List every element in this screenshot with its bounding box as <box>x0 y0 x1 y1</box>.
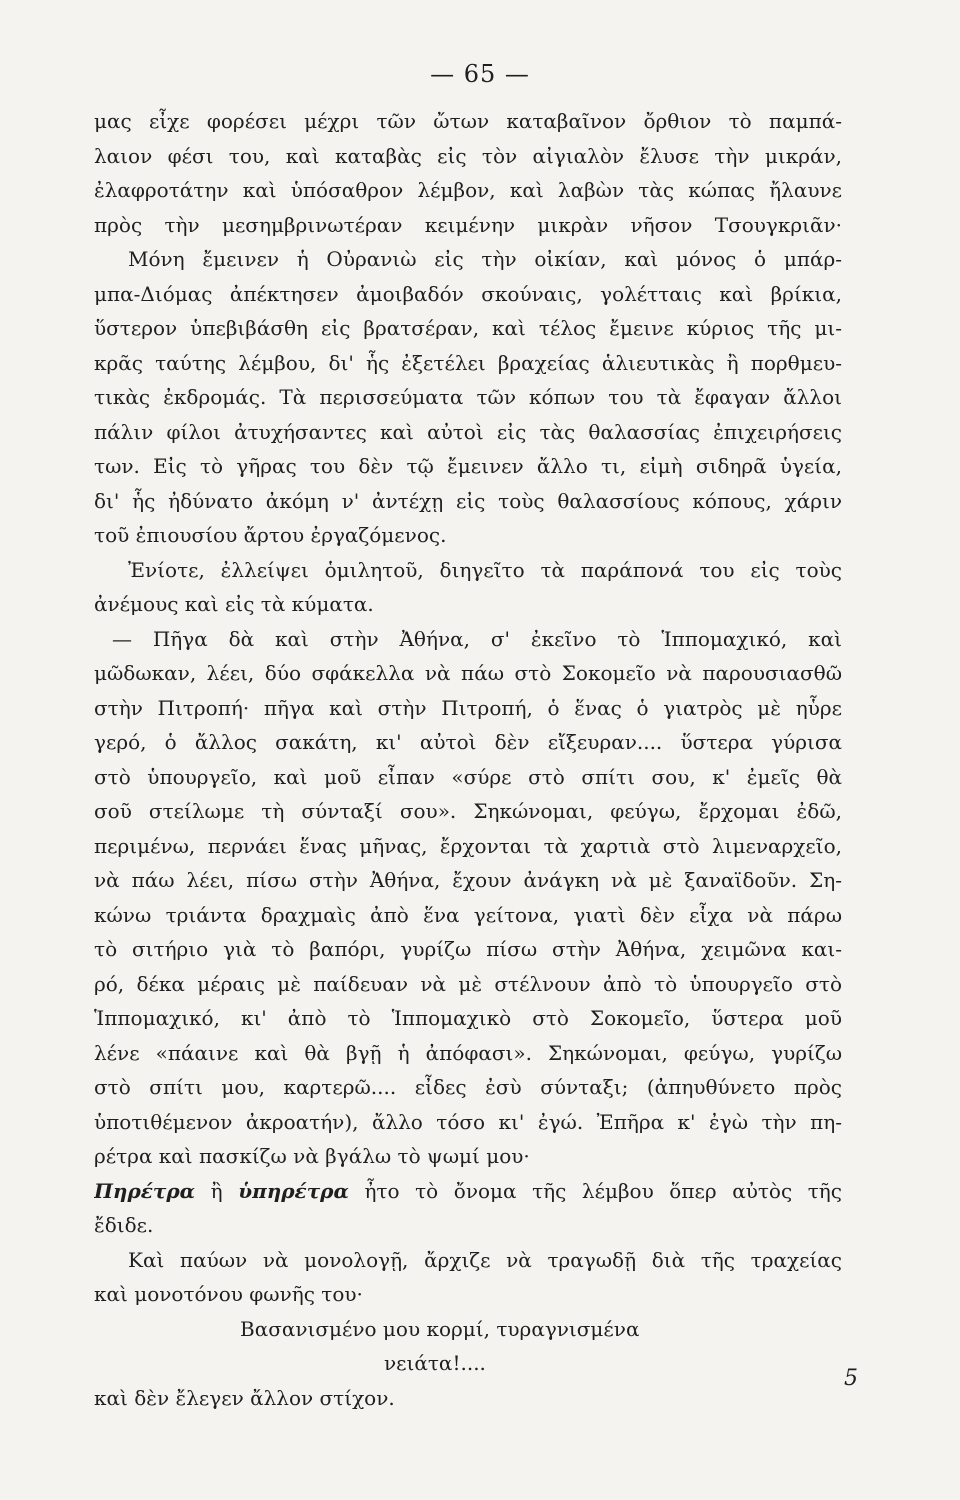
dialog-line: ρό, δέκα μέραις μὲ παίδευαν νὰ μὲ στέλνουν ἀπὸ τὸ ὑπουργεῖο στὸ <box>94 971 842 996</box>
dialog-line: — Πῆγα δὰ καὶ στὴν Ἀθήνα, σ' ἐκεῖνο τὸ Ἱππομαχικό, καὶ <box>112 626 842 651</box>
dialog-line: ρέτρα καὶ πασκίζω νὰ βγάλω τὸ ψωμί μου· <box>94 1144 530 1168</box>
text-line: Πηρέτρα ἢ ὑπηρέτρα ἦτο τὸ ὄνομα τῆς λέμβου ὅπερ αὐτὸς τῆς <box>94 1178 842 1203</box>
page-number: — 65 — <box>430 60 530 88</box>
dialog-line: νὰ πάω λέει, πίσω στὴν Ἀθήνα, ἔχουν ἀνάγκη νὰ μὲ ξαναϊδοῦν. Ση- <box>94 868 842 892</box>
text-line: μπα-Διόμας ἀπέκτησεν ἀμοιβαδόν σκούναις, γολέτταις καὶ βρίκια, <box>94 281 842 306</box>
text-line: Καὶ παύων νὰ μονολογῇ, ἄρχιζε νὰ τραγωδῇ διὰ τῆς τραχείας <box>128 1247 842 1272</box>
text-line-rest: ἦτο τὸ ὄνομα τῆς λέμβου ὅπερ αὐτὸς τῆς <box>364 1178 842 1203</box>
dialog-line: στὸ σπίτι μου, καρτερῶ.... εἶδες ἐσὺ σύνταξι; (ἀπηυθύνετο πρὸς <box>94 1075 842 1099</box>
text-line: καὶ δὲν ἔλεγεν ἄλλον στίχον. <box>94 1385 395 1410</box>
boat-name-word: Πηρέτρα <box>94 1178 196 1203</box>
dialog-line: περιμένω, περνάει ἕνας μῆνας, ἔρχονται τὰ χαρτιὰ στὸ λιμεναρχεῖο, <box>94 833 842 858</box>
text-line: ὕστερον ὑπεβιβάσθη εἰς βρατσέραν, καὶ τέλος ἔμεινε κύριος τῆς μι- <box>94 316 842 340</box>
boat-name-word-correct: ὑπηρέτρα <box>238 1178 349 1203</box>
song-verse: Βασανισμένο μου κορμί, τυραγνισμένα <box>240 1316 640 1341</box>
text-line: των. Εἰς τὸ γῆρας του δὲν τῷ ἔμεινεν ἄλλο τι, εἰμὴ σιδηρᾶ ὑγεία, <box>94 454 842 478</box>
dialog-line: στὸ ὑπουργεῖο, καὶ μοῦ εἶπαν «σύρε στὸ σπίτι σου, κ' ἐμεῖς θὰ <box>94 764 842 789</box>
text-line: μας εἶχε φορέσει μέχρι τῶν ὤτων καταβαῖνον ὄρθιον τὸ παμπά- <box>94 109 842 133</box>
signature-mark: 5 <box>844 1366 858 1391</box>
text-line: καὶ μονοτόνου φωνῆς του· <box>94 1282 363 1306</box>
dialog-line: στὴν Πιτροπή· πῆγα καὶ στὴν Πιτροπή, ὁ ἕνας ὁ γιατρὸς μὲ ηὗρε <box>94 695 842 720</box>
text-line: ἔδιδε. <box>94 1213 154 1237</box>
song-verse: νειάτα!.... <box>384 1351 486 1375</box>
text-line: τοῦ ἐπιουσίου ἄρτου ἐργαζόμενος. <box>94 523 447 547</box>
text-line: κρᾶς ταύτης λέμβου, δι' ἧς ἐξετέλει βραχείας ἁλιευτικὰς ἢ πορθμευ- <box>94 350 842 375</box>
dialog-line: γερό, ὁ ἄλλος σακάτη, κι' αὐτοὶ δὲν εἴξευραν.... ὕστερα γύρισα <box>94 730 842 754</box>
dialog-line: κώνω τριάντα δραχμαὶς ἀπὸ ἕνα γείτονα, γιατὶ δὲν εἶχα νὰ πάρω <box>94 902 842 927</box>
text-line: ἀνέμους καὶ εἰς τὰ κύματα. <box>94 592 374 616</box>
dialog-line: σοῦ στείλωμε τὴ σύνταξί σου». Σηκώνομαι, φεύγω, ἔρχομαι ἐδῶ, <box>94 799 842 823</box>
dialog-line: Ἱππομαχικό, κι' ἀπὸ τὸ Ἱππομαχικὸ στὸ Σοκομεῖο, ὕστερα μοῦ <box>94 1006 842 1030</box>
dialog-line: μῶδωκαν, λέει, δύο σφάκελλα νὰ πάω στὸ Σοκομεῖο νὰ παρουσιασθῶ <box>94 661 842 685</box>
text-line: πάλιν φίλοι ἀτυχήσαντες καὶ αὐτοὶ εἰς τὰς θαλασσίας ἐπιχειρήσεις <box>94 419 842 444</box>
text-line: λαιον φέσι του, καὶ καταβὰς εἰς τὸν αἰγιαλὸν ἔλυσε τὴν μικράν, <box>94 143 842 168</box>
text-line: Ἐνίοτε, ἐλλείψει ὁμιλητοῦ, διηγεῖτο τὰ παράπονά του εἰς τοὺς <box>128 557 842 582</box>
text-line: δι' ἧς ἠδύνατο ἀκόμη ν' ἀντέχῃ εἰς τοὺς θαλασσίους κόπους, χάριν <box>94 488 842 513</box>
text-line: ἐλαφροτάτην καὶ ὑπόσαθρον λέμβον, καὶ λαβὼν τὰς κώπας ἤλαυνε <box>94 178 842 202</box>
dialog-line: τὸ σιτήριο γιὰ τὸ βαπόρι, γυρίζω πίσω στὴν Ἀθήνα, χειμῶνα και- <box>94 937 842 961</box>
body-text <box>94 104 842 1415</box>
text-line: Μόνη ἔμεινεν ἡ Οὐρανιὼ εἰς τὴν οἰκίαν, καὶ μόνος ὁ μπάρ- <box>128 247 842 271</box>
dialog-line: λένε «πάαινε καὶ θὰ βγῇ ἡ ἀπόφασι». Σηκώνομαι, φεύγω, γυρίζω <box>94 1040 842 1065</box>
text-line: τικὰς ἐκδρομάς. Τὰ περισσεύματα τῶν κόπων του τὰ ἔφαγαν ἄλλοι <box>94 385 842 409</box>
dialog-line: ὑποτιθέμενον ἀκροατήν), ἄλλο τόσο κι' ἐγώ. Ἐπῆρα κ' ἐγὼ τὴν πη- <box>94 1109 842 1134</box>
text-line: πρὸς τὴν μεσημβρινωτέραν κειμένην μικρὰν νῆσον Τσουγκριᾶν· <box>94 212 842 237</box>
